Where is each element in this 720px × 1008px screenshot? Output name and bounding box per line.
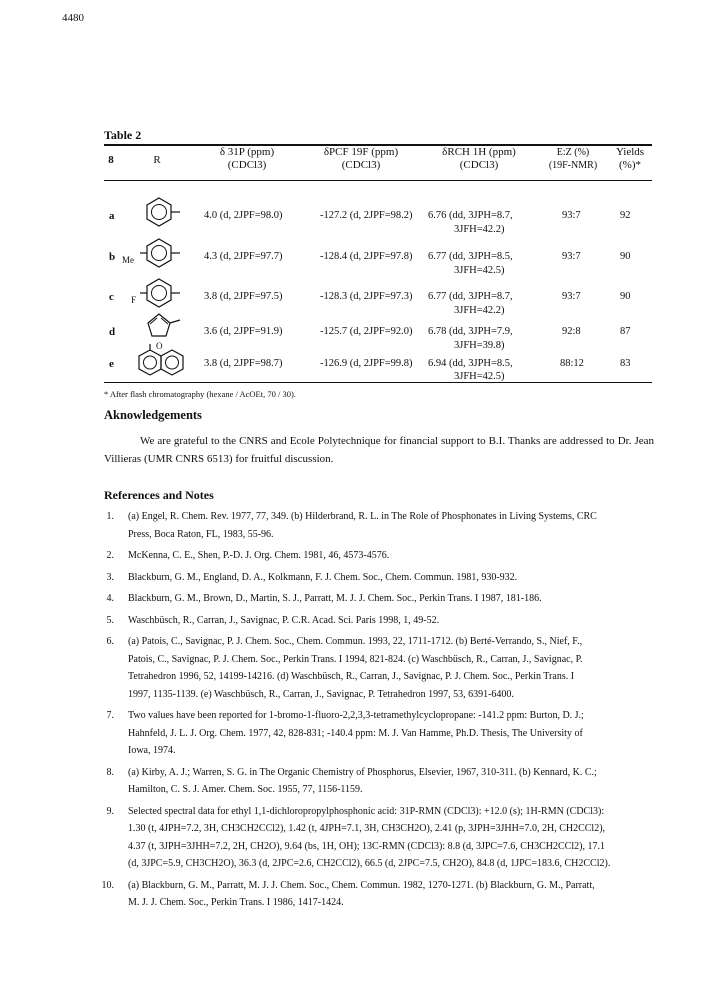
reference-item — [90, 707, 656, 760]
yield-value: 83 — [620, 358, 631, 369]
h1-value: 6.77 (dd, 3JPH=8.5, — [428, 251, 513, 262]
p31-value: 4.0 (d, 2JPF=98.0) — [204, 210, 283, 221]
reference-text — [128, 877, 656, 912]
h1-value: 6.77 (dd, 3JPH=8.7, — [428, 291, 513, 302]
header-yields-label: Yields — [615, 146, 645, 158]
reference-item — [90, 764, 656, 799]
reference-number: 5. — [106, 614, 114, 626]
header-f19-label: δPCF 19F (ppm) — [323, 146, 399, 158]
reference-line: Blackburn, G. M., Brown, D., Martin, S. J., Parratt, M. J. J. Chem. Soc., Perkin Trans. I 1987, 181-186. — [128, 593, 542, 604]
reference-item — [90, 508, 656, 543]
reference-text — [128, 803, 656, 873]
phenyl-icon — [140, 196, 190, 232]
reference-text — [128, 590, 656, 608]
table-footnote: * After flash chromatography (hexane / AcOEt, 70 / 30). — [104, 389, 296, 399]
yield-value: 90 — [620, 251, 631, 262]
f19-value: -128.4 (d, 2JPF=97.8) — [320, 251, 413, 262]
reference-line: Hamilton, C. S. J. Amer. Chem. Soc. 1955, 77, 1156-1159. — [128, 784, 363, 795]
page-number: 4480 — [62, 12, 84, 24]
h1-value-cont: 3JFH=42.2) — [454, 224, 505, 235]
header-yields — [608, 146, 652, 172]
reference-number: 3. — [106, 571, 114, 583]
ez-value: 88:12 — [560, 358, 584, 369]
reference-number: 2. — [106, 550, 114, 561]
reference-line: 1.30 (t, 4JPH=7.2, 3H, CH3CH2CCl2), 1.42 (t, 4JPH=7.1, 3H, CH3CH2O), 2.41 (p, 3JPH=3JHH=7.0, 2H, CH2CCl2), — [128, 823, 606, 834]
reference-line: 1997, 1135-1139. (e) Waschbüsch, R., Carran, J., Savignac, P. Tetrahedron 1997, 53, 6391-6400. — [128, 688, 514, 700]
header-ez-label: E:Z (%) — [556, 147, 590, 158]
header-h1-solvent: (CDCl3) — [459, 159, 499, 171]
reference-number: 7. — [106, 710, 114, 721]
h1-value-cont: 3JFH=42.5) — [454, 265, 505, 276]
row-label: d — [109, 326, 116, 338]
f19-value: -128.3 (d, 2JPF=97.3) — [320, 291, 413, 302]
header-p31-label: δ 31P (ppm) — [219, 146, 275, 158]
furan-oxygen-label: O — [156, 341, 163, 351]
table-title: Table 2 — [104, 128, 142, 142]
header-yields-unit: (%)* — [619, 159, 641, 171]
reference-item — [90, 569, 656, 587]
header-f19 — [306, 146, 416, 172]
reference-text — [128, 569, 656, 587]
header-p31 — [192, 146, 302, 172]
reference-item — [90, 633, 656, 703]
reference-text — [128, 764, 656, 799]
row-label: b — [109, 251, 116, 263]
substituent-label: Me — [122, 255, 134, 265]
yield-value: 92 — [620, 210, 631, 221]
header-ez-method: (19F-NMR) — [548, 160, 598, 171]
reference-line: Iowa, 1974. — [128, 745, 176, 756]
header-p31-solvent: (CDCl3) — [227, 159, 267, 171]
reference-line: Press, Boca Raton, FL, 1983, 55-96. — [128, 528, 274, 540]
reference-line: (a) Blackburn, G. M., Parratt, M. J. J. Chem. Soc., Chem. Commun. 1982, 1270-1271. (b) Blackburn, G. M., Parratt, — [128, 879, 595, 891]
reference-number: 1. — [106, 511, 114, 522]
ez-value: 92:8 — [562, 326, 581, 337]
reference-item — [90, 547, 656, 565]
acknowledgements-heading: Aknowledgements — [104, 408, 202, 422]
reference-line: Selected spectral data for ethyl 1,1-dichloropropylphosphonic acid: 31P-RMN (CDCl3): +12.0 (s); 1H-RMN (CDCl3): — [128, 805, 605, 817]
header-ez — [540, 146, 606, 172]
reference-line: 4.37 (t, 3JPH=3JHH=7.2, 2H, CH2O), 9.64 (bs, 1H, OH); 13C-RMN (CDCl3): 8.8 (d, 3JPC=7.6, CH3CH2CCl2), 17.1 — [128, 840, 605, 852]
reference-line: Two values have been reported for 1-bromo-1-fluoro-2,2,3,3-tetramethylcyclopropane: -141.2 ppm: Burton, D. J.; — [128, 710, 584, 721]
header-f19-solvent: (CDCl3) — [341, 159, 381, 171]
row-label: a — [109, 210, 115, 222]
p31-value: 3.8 (d, 2JPF=98.7) — [204, 358, 283, 369]
reference-line: (d, 3JPC=5.9, CH3CH2O), 36.3 (d, 2JPC=2.6, CH2CCl2), 66.5 (d, 2JPC=7.5, CH2O), 84.8 (d, 1JPC=183.6, CH2CCl2). — [128, 858, 611, 869]
reference-line: McKenna, C. E., Shen, P.-D. J. Org. Chem. 1981, 46, 4573-4576. — [128, 550, 390, 561]
reference-text — [128, 633, 656, 703]
reference-line: (a) Patois, C., Savignac, P. J. Chem. Soc., Chem. Commun. 1993, 22, 1711-1712. (b) Berté-Verrando, S., Nief, F., — [128, 636, 583, 647]
reference-line: Patois, C., Savignac, P. J. Chem. Soc., Perkin Trans. I 1994, 821-824. (c) Waschbüsch, R., Carran, J., Savignac, P. — [128, 653, 583, 665]
reference-text — [128, 508, 656, 543]
substituent-label: F — [131, 295, 137, 305]
reference-item — [90, 803, 656, 873]
p31-value: 3.6 (d, 2JPF=91.9) — [204, 326, 283, 337]
reference-line: Blackburn, G. M., England, D. A., Kolkmann, F. J. Chem. Soc., Chem. Commun. 1981, 930-932. — [128, 571, 518, 583]
reference-line: (a) Engel, R. Chem. Rev. 1977, 77, 349. (b) Hilderbrand, R. L. in The Role of Phosphonates in Living Systems, CRC — [128, 511, 597, 522]
h1-value: 6.78 (dd, 3JPH=7.9, — [428, 326, 513, 337]
f19-value: -127.2 (d, 2JPF=98.2) — [320, 210, 413, 221]
row-label: c — [109, 291, 114, 303]
reference-line: (a) Kirby, A. J.; Warren, S. G. in The Organic Chemistry of Phosphorus, Elsevier, 1967, 310-311. (b) Kennard, K. C.; — [128, 766, 597, 778]
header-h1-label: δRCH 1H (ppm) — [442, 146, 516, 158]
header-r: R — [153, 154, 161, 166]
reference-text — [128, 612, 656, 630]
fluorophenyl-icon — [140, 277, 190, 313]
h1-value-cont: 3JFH=42.5) — [454, 371, 505, 382]
acknowledgements-text: We are grateful to the CNRS and Ecole Polytechnique for financial support to B.I. Thanks are addressed to Dr. Jean Villieras (UMR CNRS 6513) for fruitful discussion. — [104, 435, 654, 465]
header-compound: 8 — [108, 154, 114, 166]
h1-value-cont: 3JFH=42.2) — [454, 305, 505, 316]
ez-value: 93:7 — [562, 291, 581, 302]
reference-line: Waschbüsch, R., Carran, J., Savignac, P. C.R. Acad. Sci. Paris 1998, 1, 49-52. — [128, 614, 440, 626]
reference-item — [90, 612, 656, 630]
reference-line: Hahnfeld, J. L. J. Org. Chem. 1977, 42, 828-831; -140.4 ppm: M. J. Van Hamme, Ph.D. Thesis, The University of — [128, 727, 583, 739]
reference-item — [90, 590, 656, 608]
table-bottom-rule — [104, 382, 652, 383]
reference-text — [128, 707, 656, 760]
h1-value: 6.76 (dd, 3JPH=8.7, — [428, 210, 513, 221]
h1-value-cont: 3JFH=39.8) — [454, 340, 505, 351]
references-heading: References and Notes — [104, 488, 214, 502]
reference-number: 6. — [106, 636, 114, 647]
reference-number: 10. — [101, 879, 114, 891]
row-label: e — [109, 358, 114, 370]
reference-line: M. J. J. Chem. Soc., Perkin Trans. I 1986, 1417-1424. — [128, 897, 344, 908]
p31-value: 4.3 (d, 2JPF=97.7) — [204, 251, 283, 262]
reference-text — [128, 547, 656, 565]
p31-value: 3.8 (d, 2JPF=97.5) — [204, 291, 283, 302]
ez-value: 93:7 — [562, 251, 581, 262]
f19-value: -126.9 (d, 2JPF=99.8) — [320, 358, 413, 369]
reference-number: 9. — [106, 805, 114, 817]
yield-value: 87 — [620, 326, 631, 337]
reference-item — [90, 877, 656, 912]
reference-number: 4. — [106, 593, 114, 604]
f19-value: -125.7 (d, 2JPF=92.0) — [320, 326, 413, 337]
ez-value: 93:7 — [562, 210, 581, 221]
tolyl-icon — [140, 237, 190, 273]
header-h1 — [424, 146, 534, 172]
yield-value: 90 — [620, 291, 631, 302]
h1-value: 6.94 (dd, 3JPH=8.5, — [428, 358, 513, 369]
naphthyl-icon — [136, 344, 194, 382]
table-header-rule — [104, 180, 652, 181]
reference-number: 8. — [106, 766, 114, 778]
reference-line: Tetrahedron 1996, 52, 14199-14216. (d) Waschbüsch, R., Carran, J., Savignac, P. J. Chem. Soc., Perkin Trans. I — [128, 671, 575, 682]
